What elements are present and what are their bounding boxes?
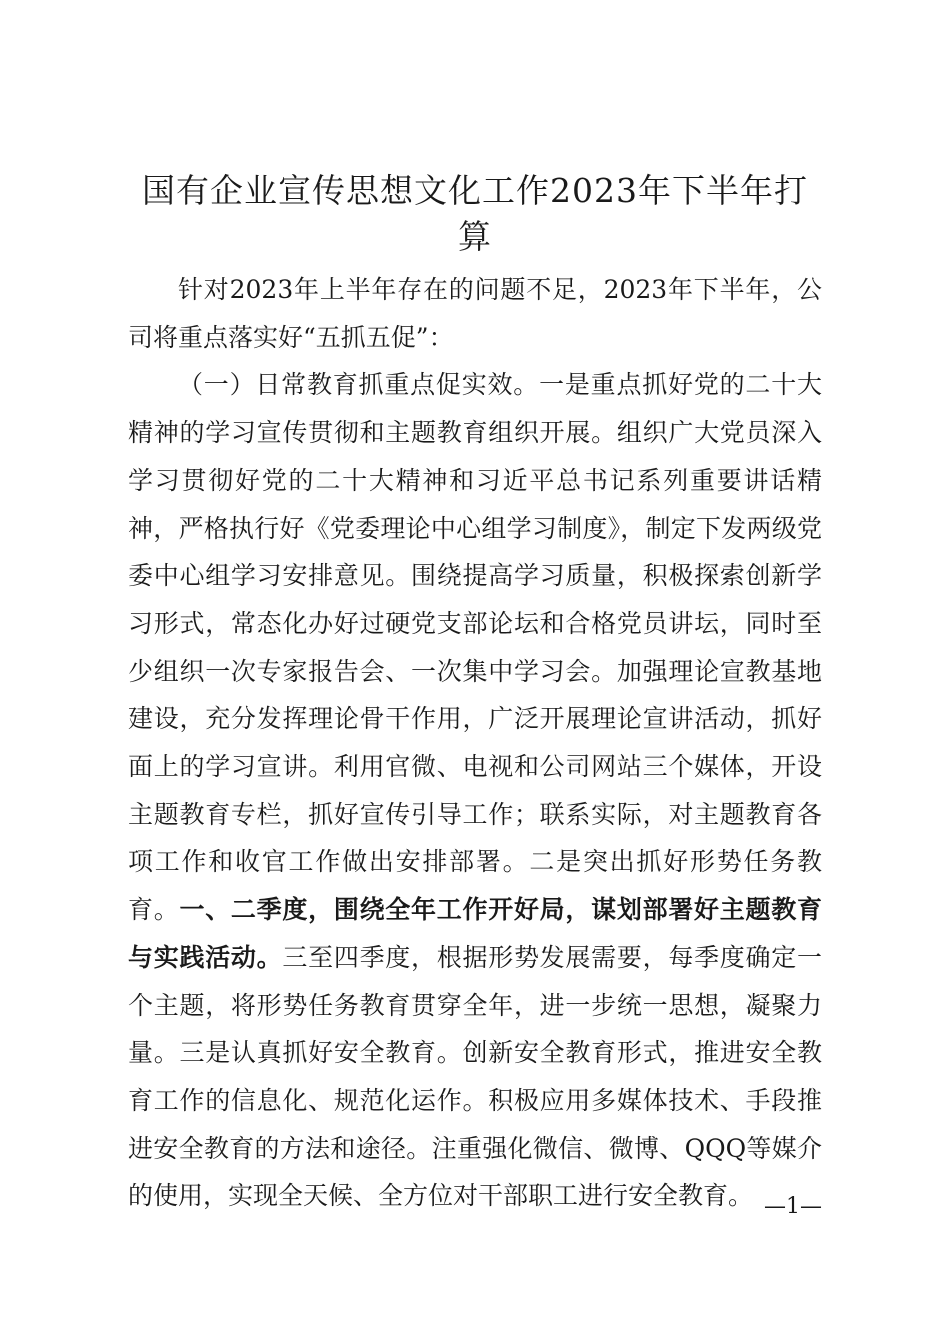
section-1-heading: （一）日常教育抓重点促实效。 [178, 370, 540, 400]
document-body [128, 266, 822, 1220]
section-1-bold-text: 一、二季度，围绕全年工作开好局，谋划部署好主题教育与实践活动。 [128, 895, 822, 972]
section-1-text-a: 一是重点抓好党的二十大精神的学习宣传贯彻和主题教育组织开展。组织广大党员深入学习贯彻好党的二十大精神和习近平总书记系列重要讲话精神，严格执行好《党委理论中心组学习制度》，制定下发两级党委中心组学习安排意见。围绕提高学习质量，积极探索创新学习形式，常态化办好过硬党支部论坛和合格党员讲坛，同时至少组织一次专家报告会、一次集中学习会。加强理论宣教基地建设，充分发挥理论骨干作用，广泛开展理论宣讲活动，抓好面上的学习宣讲。利用官微、电视和公司网站三个媒体，开设主题教育专栏，抓好宣传引导工作；联系实际，对主题教育各项工作和收官工作做出安排部署。二是突出抓好形势任务教育。 [128, 370, 822, 925]
document-title: 国有企业宣传思想文化工作2023年下半年打算 [142, 171, 808, 256]
section-1-paragraph [128, 361, 822, 1220]
section-1-text-b: 三至四季度，根据形势发展需要，每季度确定一个主题，将形势任务教育贯穿全年，进一步统一思想，凝聚力量。三是认真抓好安全教育。创新安全教育形式，推进安全教育工作的信息化、规范化运作。积极应用多媒体技术、手段推进安全教育的方法和途径。注重强化微信、微博、QQQ等媒介的使用，实现全天候、全方位对干部职工进行安全教育。 [128, 942, 822, 1211]
intro-paragraph: 针对2023年上半年存在的问题不足，2023年下半年，公司将重点落实好“五抓五促”： [128, 275, 822, 352]
page-number: —1— [764, 1194, 822, 1219]
